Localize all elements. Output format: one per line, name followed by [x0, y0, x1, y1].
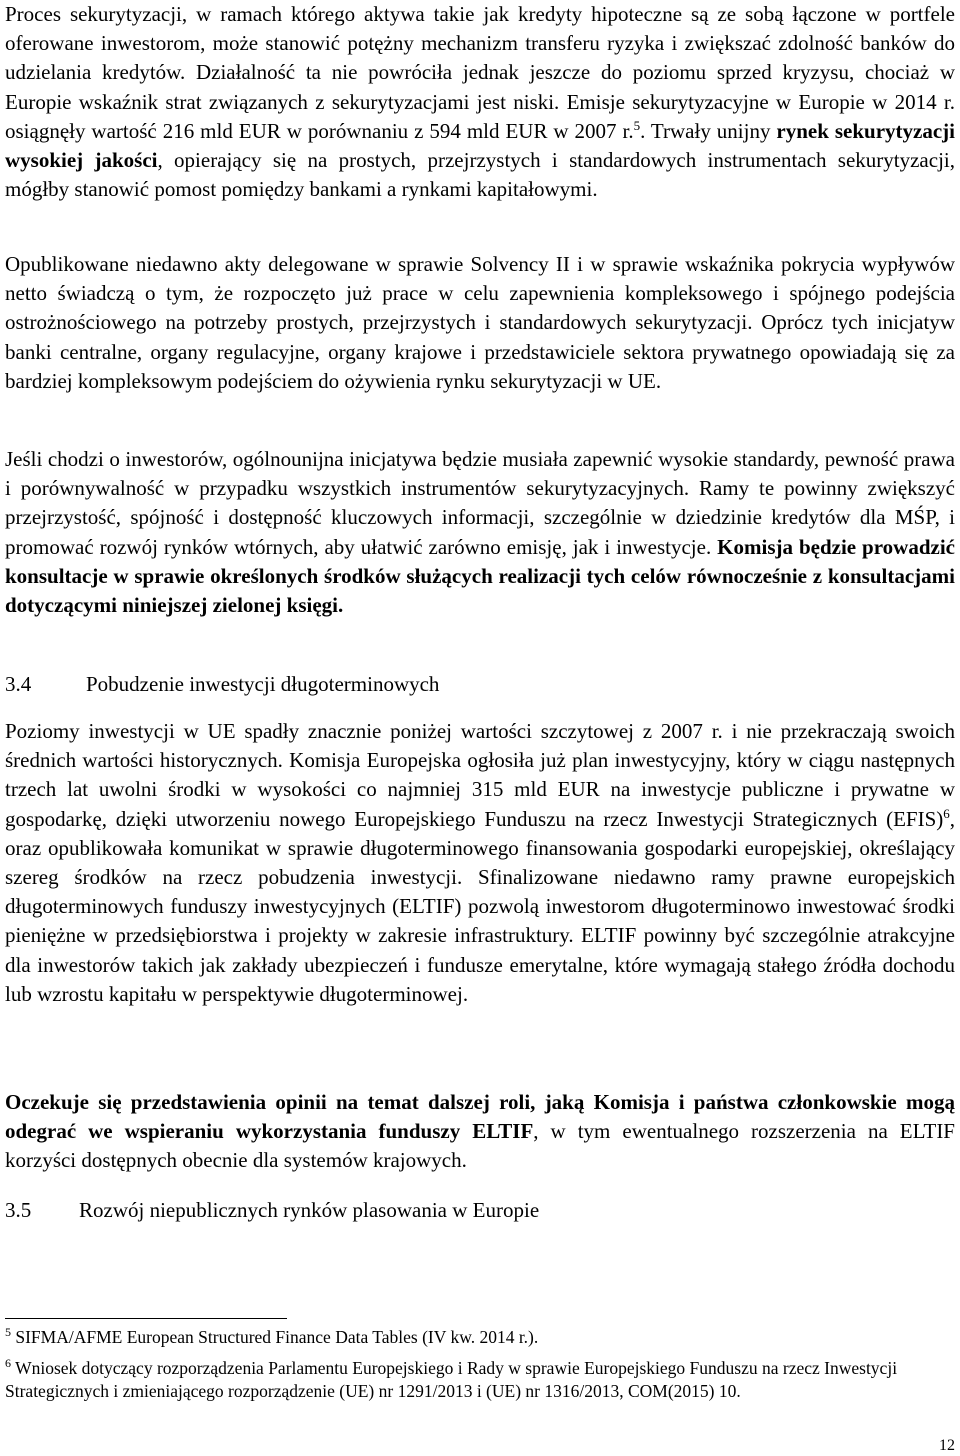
paragraph-text: Poziomy inwestycji w UE spadły znacznie poniżej wartości szczytowej z 2007 r. i nie przekraczają swoich średnich wartości historycznych. Komisja Europejska ogłosiła już plan inwestycyjny, który w ciągu następnych trzech lat uwolni środki w wysokości co najmniej 315 mld EUR na inwestycje publiczne i prywatne w gospodarkę, dzięki utworzeniu nowego Europejskiego Funduszu na rzecz Inwestycji Strategicznych (EFIS) [5, 719, 955, 831]
paragraph-investors [5, 445, 955, 620]
bold-text: Komisja będzie prowadzić konsultacje w sprawie określonych środków służących realizacji tych celów równocześnie z konsultacjami dotyczącymi niniejszej zielonej księgi. [5, 534, 955, 618]
footnote-5 [5, 1326, 955, 1349]
section-title: Pobudzenie inwestycji długoterminowych [86, 672, 440, 696]
footnote-divider [5, 1318, 287, 1319]
section-heading-3-4 [5, 670, 439, 699]
paragraph-text: Jeśli chodzi o inwestorów, ogólnounijna inicjatywa będzie musiała zapewnić wysokie standardy, pewność prawa i porównywalność w przypadku wszystkich instrumentów sekurytyzacyjnych. Ramy te powinny zwiększyć przejrzystość, spójność i dostępność kluczowych informacji, szczególnie w dziedzinie kredytów dla MŚP, i promować rozwój rynków wtórnych, aby ułatwić zarówno emisję, jak i inwestycje. [5, 447, 955, 559]
paragraph-text: , oraz opublikowała komunikat w sprawie długoterminowego finansowania gospodarki europejskiej, określający szereg środków na rzecz pobudzenia inwestycji. Sfinalizowane niedawno ramy prawne europejskich długoterminowych funduszy inwestycyjnych (ELTIF) pozwolą inwestorom długoterminowo inwestować środki pieniężne w przedsiębiorstwa i projekty w zakresie infrastruktury. ELTIF powinny być szczególnie atrakcyjne dla inwestorów takich jak zakłady ubezpieczeń i fundusze emerytalne, które wymagają stałego źródła dochodu lub wzrostu kapitału w perspektywie długoterminowej. [5, 806, 955, 1006]
section-number: 3.5 [5, 1198, 32, 1222]
footnote-number: 5 [5, 1325, 11, 1340]
paragraph-text: , opierający się na prostych, przejrzystych i standardowych instrumentach sekurytyzacji, mógłby stanowić pomost pomiędzy bankami a rynkami kapitałowymi. [5, 148, 955, 202]
footnote-ref-6[interactable]: 6 [943, 805, 950, 821]
footnote-6 [5, 1357, 955, 1403]
footnotes [5, 1326, 955, 1403]
paragraph-securitisation [5, 0, 955, 204]
paragraph-text: . Trwały unijny [640, 118, 777, 143]
footnote-ref-5[interactable]: 5 [633, 117, 641, 133]
paragraph-long-term-investment [5, 717, 955, 1009]
section-heading-3-5 [5, 1196, 539, 1225]
paragraph-text: Proces sekurytyzacji, w ramach którego aktywa takie jak kredyty hipoteczne są ze sobą łączone w portfele oferowane inwestorom, może stanowić potężny mechanizm transferu ryzyka i zwiększać zdolność banków do udzielania kredytów. Działalność ta nie powróciła jednak jeszcze do poziomu sprzed kryzysu, chociaż w Europie wskaźnik strat związanych z sekurytyzacjami jest niski. Emisje sekurytyzacyjne w Europie w 2014 r. osiągnęły wartość 216 mld EUR w porównaniu z 594 mld EUR w 2007 r. [5, 2, 955, 143]
footnote-text: SIFMA/AFME European Structured Finance Data Tables (IV kw. 2014 r.). [15, 1327, 539, 1347]
footnote-number: 6 [5, 1356, 11, 1371]
section-number: 3.4 [5, 672, 32, 696]
footnote-text: Wniosek dotyczący rozporządzenia Parlamentu Europejskiego i Rady w sprawie Europejskiego Funduszu na rzecz Inwestycji Strategicznych i zmieniającego rozporządzenie (UE) nr 1291/2013 i (UE) nr 1316/2013, COM(2015) 10. [5, 1358, 898, 1401]
paragraph-delegated-acts: Opublikowane niedawno akty delegowane w sprawie Solvency II i w sprawie wskaźnika pokrycia wypływów netto świadczą o tym, że rozpoczęto już prace w celu zapewnienia kompleksowego i spójnego podejścia ostrożnościowego na potrzeby prostych, przejrzystych i standardowych sekurytyzacji. Oprócz tych inicjatyw banki centralne, organy regulacyjne, organy krajowe i przedstawiciele sektora prywatnego opowiadają się za bardziej kompleksowym podejściem do ożywienia rynku sekurytyzacji w UE. [5, 252, 955, 393]
paragraph-text: , w tym ewentualnego rozszerzenia na ELTIF korzyści dostępnych obecnie dla systemów krajowych. [5, 1119, 955, 1173]
bold-text: rynek sekurytyzacji wysokiej jakości [5, 118, 955, 173]
section-title: Rozwój niepublicznych rynków plasowania w Europie [79, 1198, 540, 1222]
bold-text: Oczekuje się przedstawienia opinii na temat dalszej roli, jaką Komisja i państwa członkowskie mogą odegrać we wspieraniu wykorzystania funduszy ELTIF [5, 1090, 955, 1144]
page-number: 12 [939, 1437, 955, 1454]
paragraph-eltif-opinion [5, 1088, 955, 1176]
